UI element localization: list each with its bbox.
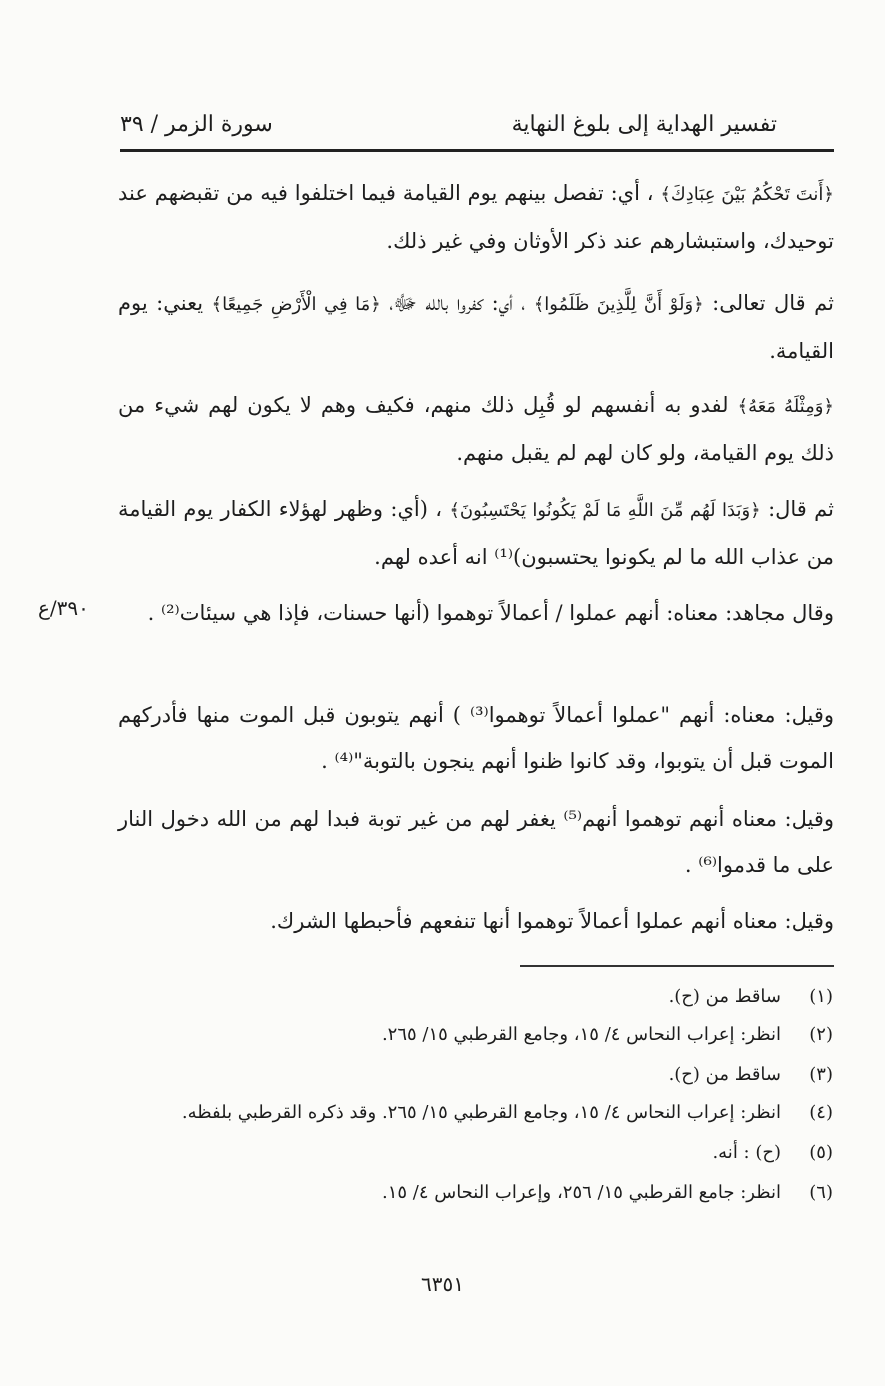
quran-verse: ﴿وَمِثْلَهُ مَعَهُ﴾	[737, 396, 834, 417]
footnote-number: (٥)	[809, 1142, 833, 1163]
paragraph-text: لفدو به أنفسهم لو قُبِل ذلك منهم، فكيف وهم لا يكون لهم شيء من ذلك يوم القيامة، ولو كان لهم لم يقبل منهم.	[118, 393, 834, 465]
footnote-6	[382, 1182, 833, 1203]
footnote-3	[669, 1064, 833, 1085]
footnote-1	[669, 986, 833, 1007]
footnote-number: (٤)	[809, 1102, 833, 1123]
paragraph-text: وقال مجاهد: معناه: أنهم عملوا / أعمالاً توهموا (أنها حسنات، فإذا هي سيئات⁽²⁾ .	[147, 601, 834, 625]
paragraph-text: ، (أي: وظهر لهؤلاء الكفار يوم القيامة من عذاب الله ما لم يكونوا يحتسبون)⁽¹⁾ انه أعده لهم.	[118, 497, 834, 569]
paragraph-6	[118, 692, 834, 784]
paragraph-text: يعني: يوم القيامة.	[118, 291, 834, 363]
paragraph-text: ثم قال تعالى:	[703, 291, 834, 315]
paragraph-5	[118, 590, 834, 636]
footnote-number: (٣)	[809, 1064, 833, 1085]
footnote-text: ساقط من (ح).	[668, 1064, 781, 1085]
surah-page-label: سورة الزمر / ٣٩	[120, 112, 273, 137]
paragraph-text: ، أي: كفروا بالله ﷻ،	[380, 291, 534, 315]
footnote-divider	[520, 965, 834, 967]
quran-verse: ﴿أَنتَ تَحْكُمُ بَيْنَ عِبَادِكَ﴾	[660, 184, 834, 205]
footnote-4	[182, 1102, 833, 1123]
paragraph-text: وقيل: معناه أنهم عملوا أعمالاً توهموا أنها تنفعهم فأحبطها الشرك.	[270, 909, 834, 933]
footnote-number: (٦)	[809, 1182, 833, 1203]
footnote-text: انظر: إعراب النحاس ٤/ ١٥، وجامع القرطبي ١٥/ ٢٦٥.	[381, 1024, 781, 1045]
paragraph-2	[118, 280, 834, 374]
footnote-2	[382, 1024, 833, 1045]
quran-verse: ﴿مَا فِي الْأَرْضِ جَمِيعًا﴾	[211, 294, 381, 315]
paragraph-4	[118, 486, 834, 580]
header-divider	[120, 149, 834, 152]
quran-verse: ﴿وَلَوْ أَنَّ لِلَّذِينَ ظَلَمُوا﴾	[533, 294, 704, 315]
footnote-text: (ح) : أنه.	[712, 1142, 781, 1163]
footnote-text: ساقط من (ح).	[668, 986, 781, 1007]
paragraph-8	[118, 898, 834, 944]
paragraph-text: وقيل: معناه أنهم توهموا أنهم⁽⁵⁾ يغفر لهم من غير توبة فبدا لهم من الله دخول النار على ما قدموا⁽⁶⁾ .	[118, 807, 835, 877]
footnote-text: انظر: جامع القرطبي ١٥/ ٢٥٦، وإعراب النحاس ٤/ ١٥.	[381, 1182, 781, 1203]
paragraph-7	[118, 796, 834, 888]
paragraph-1	[118, 170, 834, 264]
manuscript-folio-note: ٣٩٠/ع	[38, 596, 89, 620]
footnote-text: انظر: إعراب النحاس ٤/ ١٥، وجامع القرطبي ١٥/ ٢٦٥. وقد ذكره القرطبي بلفظه.	[181, 1102, 781, 1123]
quran-verse: ﴿وَبَدَا لَهُم مِّنَ اللَّهِ مَا لَمْ يَكُونُوا يَحْتَسِبُونَ﴾	[449, 500, 761, 521]
paragraph-text: وقيل: معناه: أنهم "عملوا أعمالاً توهموا⁽³⁾ ) أنهم يتوبون قبل الموت منها فأدركهم الموت قبل أن يتوبوا، وقد كانوا ظنوا أنهم ينجون بالتوبة"⁽⁴⁾ .	[118, 703, 834, 773]
paragraph-text: ، أي: تفصل بينهم يوم القيامة فيما اختلفوا فيه من تقبضهم عند توحيدك، واستبشارهم عند ذكر الأوثان وفي غير ذلك.	[118, 181, 834, 253]
paragraph-3	[118, 382, 834, 476]
book-title: تفسير الهداية إلى بلوغ النهاية	[511, 112, 777, 137]
paragraph-text: ثم قال:	[760, 497, 834, 521]
footnote-number: (٢)	[809, 1024, 833, 1045]
footnote-5	[712, 1142, 833, 1163]
footnote-number: (١)	[809, 986, 833, 1007]
page-number: ٦٣٥١	[421, 1272, 464, 1296]
